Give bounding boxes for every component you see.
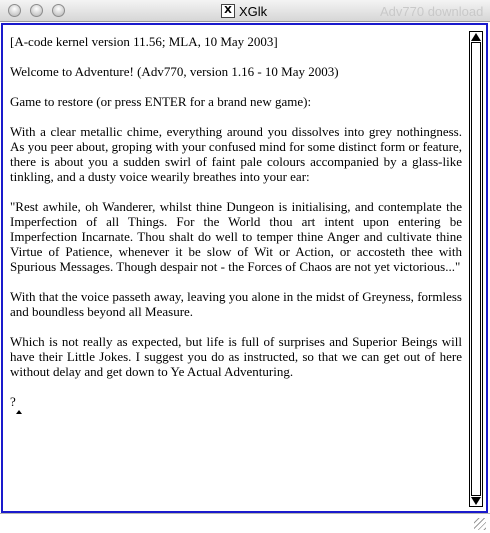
background-window-title[interactable]: Adv770 download (380, 4, 484, 19)
text-cursor-icon (16, 410, 22, 414)
scrollbar-thumb[interactable] (471, 42, 481, 496)
window-title: XGlk (239, 3, 268, 19)
scroll-up-arrow-icon[interactable] (471, 33, 481, 41)
passeth-paragraph: With that the voice passeth away, leaving you alone in the midst of Greyness, formless and boundless beyond all Measure. (10, 289, 462, 319)
status-strip (0, 513, 490, 533)
window-title-group (221, 3, 267, 19)
command-prompt[interactable]: ? (10, 394, 16, 409)
minimize-button[interactable] (30, 4, 43, 17)
text-window-frame (1, 23, 488, 513)
close-button[interactable] (8, 4, 21, 17)
welcome-line: Welcome to Adventure! (Adv770, version 1.16 - 10 May 2003) (10, 64, 339, 79)
transcript-text-area[interactable] (10, 34, 462, 504)
zoom-button[interactable] (52, 4, 65, 17)
voice-paragraph: "Rest awhile, oh Wanderer, whilst thine Dungeon is initialising, and contemplate the Imperfection of all Things. For the World thou art intent upon entering be Imperfection Incarnate. Thou shalt do well to temper thine Anger and cultivate thine Virtue of Patience, whenever it be slow of Wit or Action, or accosteth thee with Spurious Messages. Though despair not - the Forces of Chaos are not yet victorious..." (10, 199, 462, 274)
scroll-down-arrow-icon[interactable] (471, 497, 481, 505)
x11-icon: X (221, 4, 235, 18)
resize-grip-icon[interactable] (474, 518, 486, 530)
kernel-version-line: [A-code kernel version 11.56; MLA, 10 May 2003] (10, 34, 278, 49)
jokes-paragraph: Which is not really as expected, but life is full of surprises and Superior Beings will have their Little Jokes. I suggest you do as instructed, so that we can get out of here without delay and get down to Ye Actual Adventuring. (10, 334, 462, 379)
title-bar (0, 0, 490, 22)
restore-prompt-line: Game to restore (or press ENTER for a brand new game): (10, 94, 312, 109)
vertical-scrollbar[interactable] (469, 31, 483, 507)
chime-paragraph: With a clear metallic chime, everything around you dissolves into grey nothingness. As you peer about, groping with your confused mind for some distinct form or feature, there is about you a sudden swirl of faint pale colours accompanied by a glass-like tinkling, and a dusty voice wearily breathes into your ear: (10, 124, 462, 184)
